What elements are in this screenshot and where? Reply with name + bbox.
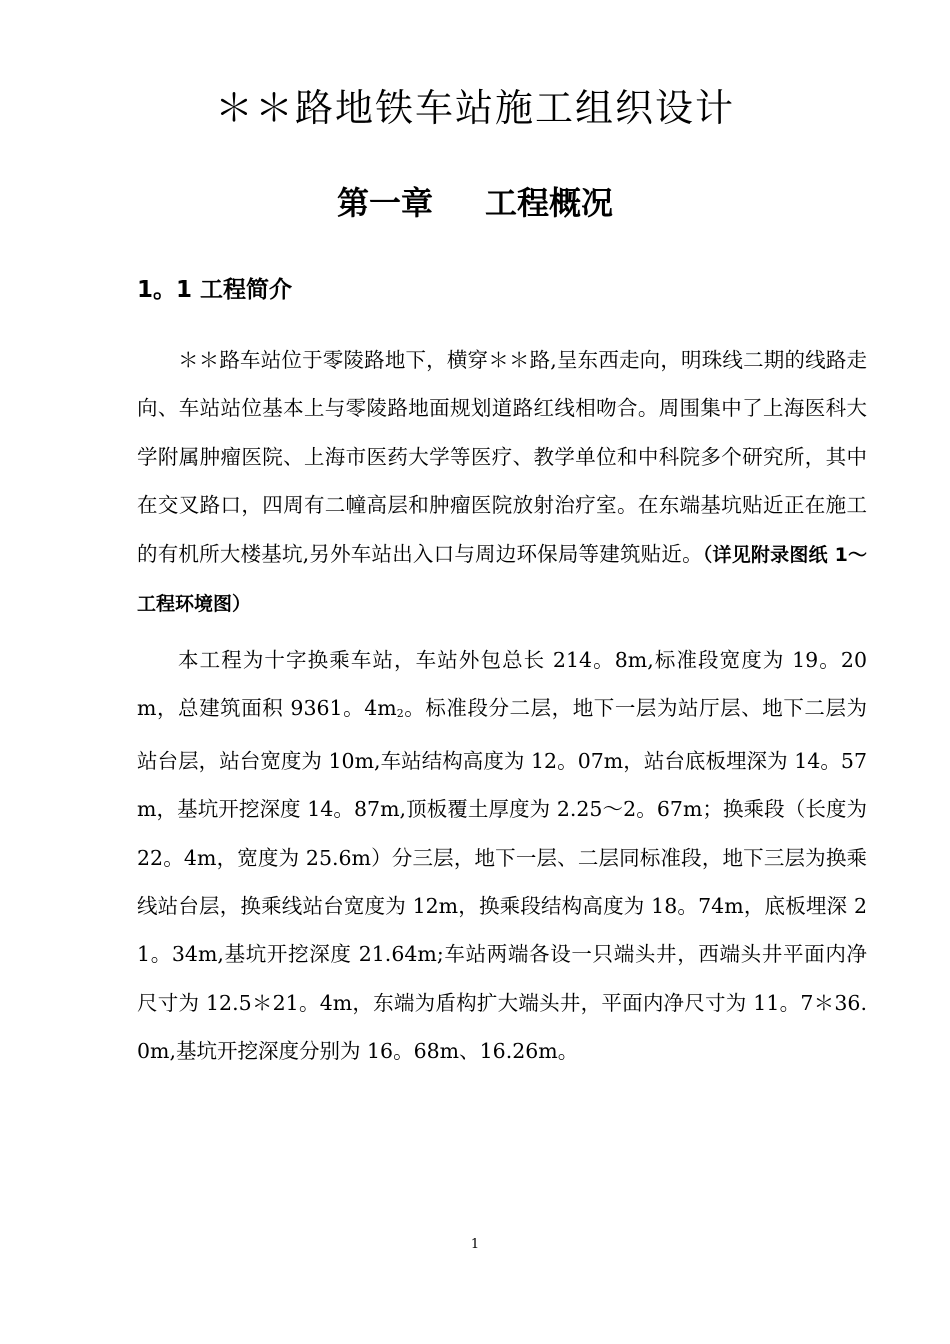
chapter-heading xyxy=(0,178,950,228)
area-unit-superscript: 2 xyxy=(396,707,404,721)
paragraph-text: 本工程为十字换乘车站，车站外包总长 214。8m,标准段宽度为 19。20m，总建筑面积 9361。4m xyxy=(137,648,867,721)
chapter-name: 工程概况 xyxy=(485,184,614,222)
document-title: ＊＊路地铁车站施工组织设计 xyxy=(214,86,735,130)
paragraph-project-location xyxy=(137,336,867,628)
chapter-number: 第一章 xyxy=(336,184,433,222)
section-heading: 1。1 工程简介 xyxy=(137,277,293,303)
paragraph-text-continued: 。标准段分二层，地下一层为站厅层、地下二层为站台层，站台宽度为 10m,车站结构高度为 12。07m，站台底板埋深为 14。57m，基坑开挖深度 14。87m,顶板覆土厚度为 2.25～2。67m；换乘段（长度为 22。4m，宽度为 25.6m）分三层，地下一层、二层同标准段，地下三层为换乘线站台层，换乘线站台宽度为 12m，换乘段结构高度为 18。74m，底板埋深 21。34m,基坑开挖深度 21.64m;车站两端各设一只端头井，西端头井平面内净尺寸为 12.5＊21。4m，东端为盾构扩大端头井，平面内净尺寸为 11。7＊36.0m,基坑开挖深度分别为 16。68m、16.26m。 xyxy=(137,696,868,1064)
paragraph-text: ＊＊路车站位于零陵路地下，横穿＊＊路,呈东西走向，明珠线二期的线路走向、车站站位基本上与零陵路地面规划道路红线相吻合。周围集中了上海医科大学附属肿瘤医院、上海市医药大学等医疗、教学单位和中科院多个研究所，其中在交叉路口，四周有二幢高层和肿瘤医院放射治疗室。在东端基坑贴近正在施工的有机所大楼基坑,另外车站出入口与周边环保局等建筑贴近。 xyxy=(137,348,867,566)
page-number: 1 xyxy=(470,1237,480,1252)
paragraph-project-dimensions xyxy=(137,636,867,1076)
appendix-reference: （详见附录图纸 1～工程环境图） xyxy=(137,543,867,616)
